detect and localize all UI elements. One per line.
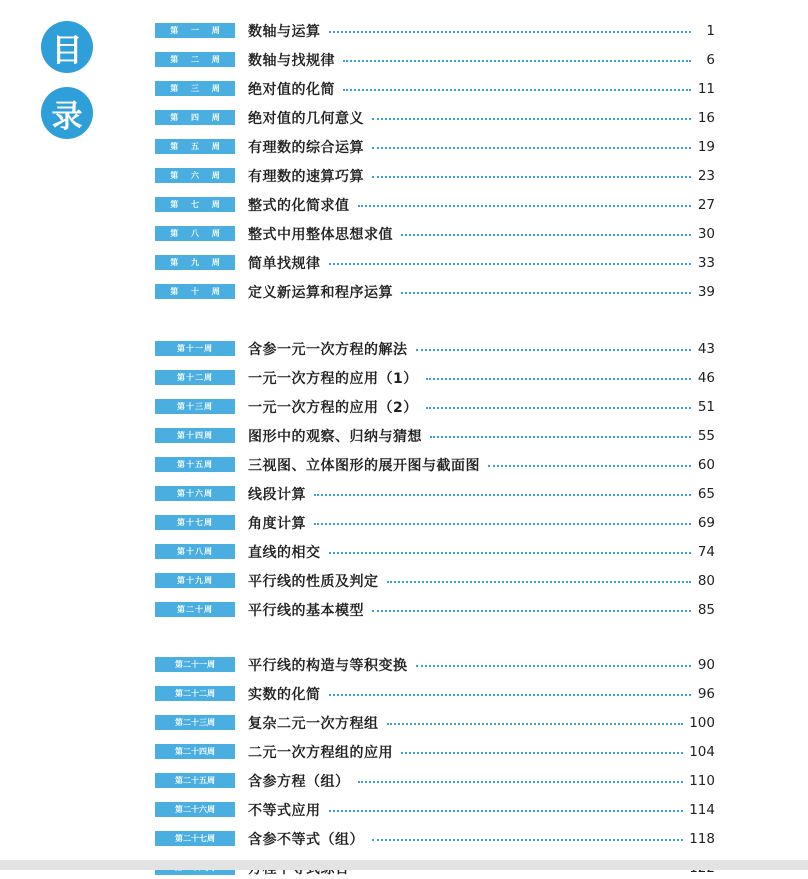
page-number: 96: [697, 686, 715, 702]
dot-leader: [416, 349, 692, 351]
toc-row: [248, 599, 715, 621]
toc-row: [248, 828, 715, 850]
toc-row: [248, 252, 715, 274]
toc-row: [248, 281, 715, 303]
toc-row: [248, 741, 715, 763]
week-tag: 第十五周: [155, 457, 235, 472]
chapter-title: 含参方程（组）: [248, 774, 350, 790]
page-number: 6: [706, 52, 715, 68]
page-number: 16: [697, 110, 715, 126]
chapter-title: 一元一次方程的应用（2）: [248, 400, 418, 416]
toc-row: [248, 223, 715, 245]
week-tag: 第十八周: [155, 544, 235, 559]
toc-entry: [155, 770, 715, 792]
page-number: 51: [697, 399, 715, 415]
page-number: 110: [689, 773, 715, 789]
toc-row: [248, 165, 715, 187]
toc-row: [248, 367, 715, 389]
dot-leader: [401, 292, 691, 294]
chapter-title: 含参不等式（组）: [248, 832, 364, 848]
toc-entry: [155, 654, 715, 676]
chapter-title: 有理数的综合运算: [248, 140, 364, 156]
toc-row: [248, 570, 715, 592]
dot-leader: [372, 839, 683, 841]
chapter-title: 线段计算: [248, 487, 306, 503]
dot-leader: [314, 523, 691, 525]
toc-row: [248, 338, 715, 360]
week-tag: 第 四 周: [155, 110, 235, 125]
page-number: 39: [697, 284, 715, 300]
dot-leader: [329, 552, 692, 554]
chapter-title: 定义新运算和程序运算: [248, 285, 393, 301]
page-number: 19: [697, 139, 715, 155]
page-number: 43: [697, 341, 715, 357]
toc-entry: [155, 136, 715, 158]
chapter-title: 图形中的观察、归纳与猜想: [248, 429, 422, 445]
week-tag: 第十六周: [155, 486, 235, 501]
dot-leader: [372, 176, 691, 178]
week-tag: 第十七周: [155, 515, 235, 530]
chapter-title: 不等式应用: [248, 803, 321, 819]
dot-leader: [343, 60, 691, 62]
page-number: 104: [689, 744, 715, 760]
toc-row: [248, 49, 715, 71]
week-tag: 第 九 周: [155, 255, 235, 270]
week-tag: 第十九周: [155, 573, 235, 588]
toc-row: [248, 770, 715, 792]
toc-entry: [155, 396, 715, 418]
page-number: 30: [697, 226, 715, 242]
page-number: 69: [697, 515, 715, 531]
chapter-title: 复杂二元一次方程组: [248, 716, 379, 732]
page-number: 90: [697, 657, 715, 673]
week-tag: 第 三 周: [155, 81, 235, 96]
chapter-title: 整式的化简求值: [248, 198, 350, 214]
week-tag: 第二十六周: [155, 802, 235, 817]
week-tag: 第 十 周: [155, 284, 235, 299]
dot-leader: [358, 781, 684, 783]
toc-entry: [155, 252, 715, 274]
toc-entry: [155, 541, 715, 563]
page-number: 33: [697, 255, 715, 271]
toc-entry: [155, 828, 715, 850]
toc-entry: [155, 281, 715, 303]
dot-leader: [488, 465, 691, 467]
toc-entry: [155, 49, 715, 71]
chapter-title: 实数的化简: [248, 687, 321, 703]
dot-leader: [387, 581, 692, 583]
dot-leader: [372, 147, 691, 149]
week-tag: 第十四周: [155, 428, 235, 443]
chapter-title: 直线的相交: [248, 545, 321, 561]
chapter-title: 一元一次方程的应用（1）: [248, 371, 418, 387]
toc-entry: [155, 570, 715, 592]
dot-leader: [372, 118, 691, 120]
toc-row: [248, 799, 715, 821]
chapter-title: 简单找规律: [248, 256, 321, 272]
page-number: 11: [697, 81, 715, 97]
chapter-title: 三视图、立体图形的展开图与截面图: [248, 458, 480, 474]
week-tag: 第 七 周: [155, 197, 235, 212]
dot-leader: [343, 89, 691, 91]
week-tag: 第二十四周: [155, 744, 235, 759]
toc-entry: [155, 78, 715, 100]
page-number: 85: [697, 602, 715, 618]
chapter-title: 整式中用整体思想求值: [248, 227, 393, 243]
toc-entry: [155, 20, 715, 42]
chapter-title: 二元一次方程组的应用: [248, 745, 393, 761]
chapter-title: 有理数的速算巧算: [248, 169, 364, 185]
page-number: 55: [697, 428, 715, 444]
week-tag: 第 六 周: [155, 168, 235, 183]
page-number: 65: [697, 486, 715, 502]
week-tag: 第二十周: [155, 602, 235, 617]
toc-entry: [155, 107, 715, 129]
dot-leader: [430, 436, 691, 438]
toc-entry: [155, 425, 715, 447]
week-tag: 第十三周: [155, 399, 235, 414]
page-number: 60: [697, 457, 715, 473]
toc-entry: [155, 799, 715, 821]
page-number: 46: [697, 370, 715, 386]
dot-leader: [329, 31, 692, 33]
chapter-title: 数轴与运算: [248, 24, 321, 40]
toc-row: [248, 683, 715, 705]
toc-entry: [155, 194, 715, 216]
chapter-title: 绝对值的化简: [248, 82, 335, 98]
week-tag: 第二十五周: [155, 773, 235, 788]
page-number: 1: [706, 23, 715, 39]
page-number: 100: [689, 715, 715, 731]
toc-entry: [155, 712, 715, 734]
page-number: 23: [697, 168, 715, 184]
toc-row: [248, 107, 715, 129]
chapter-title: 平行线的构造与等积变换: [248, 658, 408, 674]
week-tag: 第二十一周: [155, 657, 235, 672]
page-number: 27: [697, 197, 715, 213]
dot-leader: [372, 610, 691, 612]
toc-row: [248, 425, 715, 447]
week-tag: 第 八 周: [155, 226, 235, 241]
page-number: 80: [697, 573, 715, 589]
page-number: 114: [689, 802, 715, 818]
toc-entry: [155, 454, 715, 476]
chapter-title: 平行线的性质及判定: [248, 574, 379, 590]
week-tag: 第二十二周: [155, 686, 235, 701]
toc-entry: [155, 741, 715, 763]
toc-row: [248, 512, 715, 534]
dot-leader: [329, 810, 684, 812]
week-tag: 第二十三周: [155, 715, 235, 730]
week-tag: 第十一周: [155, 341, 235, 356]
toc-entry: [155, 483, 715, 505]
week-tag: 第十二周: [155, 370, 235, 385]
toc-heading-char-2: 录: [41, 87, 93, 139]
dot-leader: [329, 694, 692, 696]
dot-leader: [401, 234, 691, 236]
week-tag: 第 二 周: [155, 52, 235, 67]
toc-entry: [155, 683, 715, 705]
week-tag: 第二十七周: [155, 831, 235, 846]
toc-row: [248, 712, 715, 734]
page-number: 74: [697, 544, 715, 560]
week-tag: 第 一 周: [155, 23, 235, 38]
dot-leader: [387, 723, 684, 725]
toc-entry: [155, 223, 715, 245]
dot-leader: [329, 263, 692, 265]
toc-entry: [155, 599, 715, 621]
page-bottom-edge: [0, 860, 808, 870]
dot-leader: [416, 665, 692, 667]
toc-row: [248, 194, 715, 216]
dot-leader: [358, 205, 692, 207]
chapter-title: 平行线的基本模型: [248, 603, 364, 619]
chapter-title: 绝对值的几何意义: [248, 111, 364, 127]
toc-row: [248, 396, 715, 418]
toc-entry: [155, 512, 715, 534]
chapter-title: 含参一元一次方程的解法: [248, 342, 408, 358]
chapter-title: 数轴与找规律: [248, 53, 335, 69]
dot-leader: [426, 378, 691, 380]
toc-heading-char-1: 目: [41, 21, 93, 73]
page-number: 118: [689, 831, 715, 847]
chapter-title: 角度计算: [248, 516, 306, 532]
toc-entry: [155, 367, 715, 389]
toc-row: [248, 20, 715, 42]
toc-row: [248, 78, 715, 100]
dot-leader: [426, 407, 691, 409]
toc-row: [248, 454, 715, 476]
toc-entry: [155, 338, 715, 360]
toc-row: [248, 136, 715, 158]
week-tag: 第 五 周: [155, 139, 235, 154]
toc-row: [248, 483, 715, 505]
toc-row: [248, 541, 715, 563]
toc-row: [248, 654, 715, 676]
dot-leader: [401, 752, 683, 754]
dot-leader: [314, 494, 691, 496]
toc-entry: [155, 165, 715, 187]
